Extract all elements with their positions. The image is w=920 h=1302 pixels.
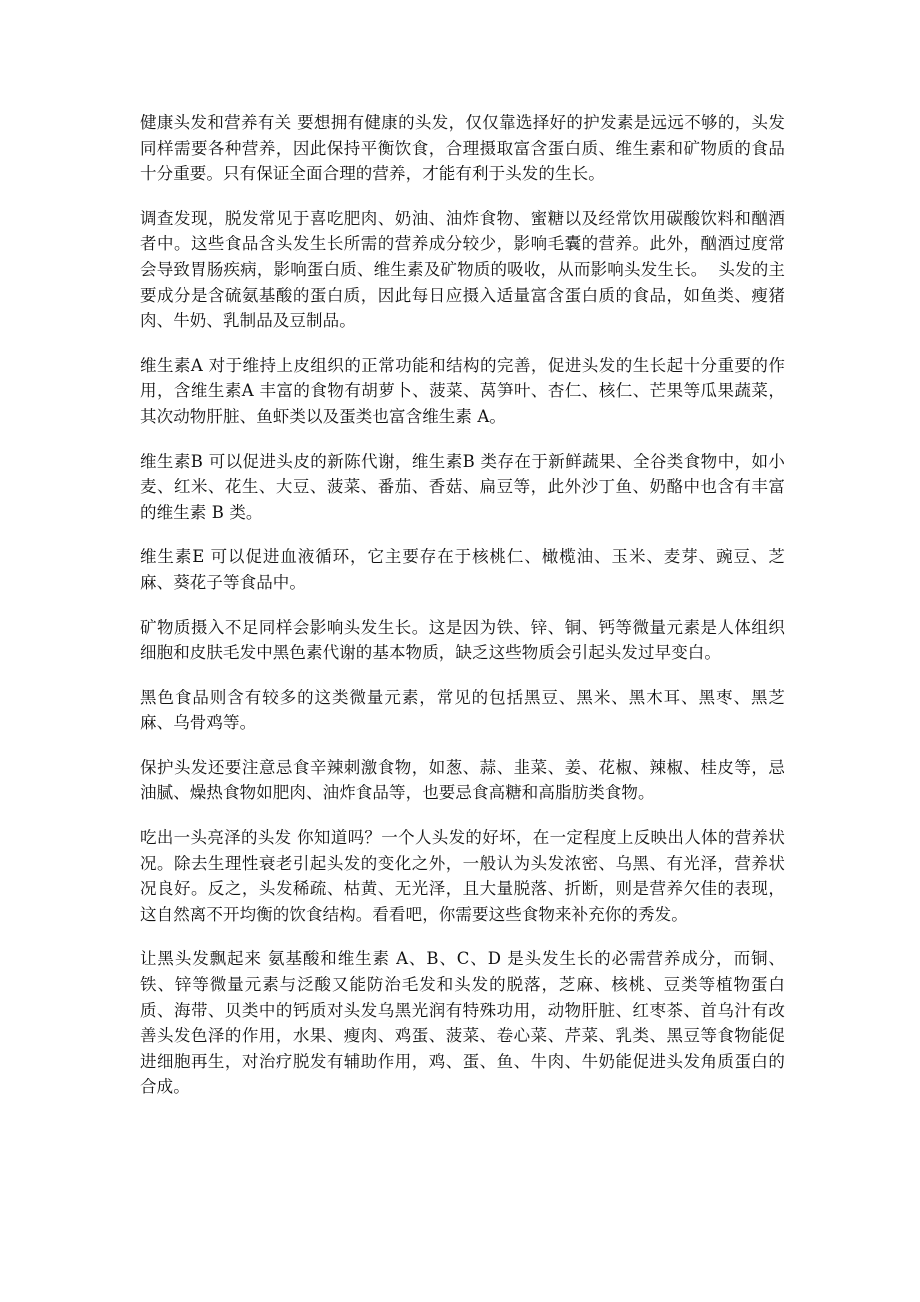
paragraph-vitamin-e: 维生素E 可以促进血液循环，它主要存在于核桃仁、橄榄油、玉米、麦芽、豌豆、芝麻、葵花子等食品中。 xyxy=(140,547,785,592)
paragraph-foods-to-avoid: 保护头发还要注意忌食辛辣刺激食物，如葱、蒜、韭菜、姜、花椒、辣椒、桂皮等，忌油腻、燥热食物如肥肉、油炸食品等，也要忌食高糖和高脂肪类食物。 xyxy=(140,757,785,803)
paragraph-vitamin-b: 维生素B 可以促进头皮的新陈代谢，维生素B 类存在于新鲜蔬果、全谷类食物中，如小麦、红米、花生、大豆、菠菜、番茄、香菇、扁豆等，此外沙丁鱼、奶酪中也含有丰富的维生素 B 类。 xyxy=(140,451,785,522)
paragraph-shiny-hair: 吃出一头亮泽的头发 你知道吗？一个人头发的好坏，在一定程度上反映出人体的营养状况。除去生理性衰老引起头发的变化之外，一般认为头发浓密、乌黑、有光泽，营养状况良好。反之，头发稀疏、枯黄、无光泽，且大量脱落、折断，则是营养欠佳的表现，这自然离不开均衡的饮食结构。看看吧，你需要这些食物来补充你的秀发。 xyxy=(140,828,785,924)
paragraph-black-foods: 黑色食品则含有较多的这类微量元素，常见的包括黑豆、黑米、黑木耳、黑枣、黑芝麻、乌骨鸡等。 xyxy=(140,687,785,733)
paragraph-minerals: 矿物质摄入不足同样会影响头发生长。这是因为铁、锌、铜、钙等微量元素是人体组织细胞和皮肤毛发中黑色素代谢的基本物质，缺乏这些物质会引起头发过早变白。 xyxy=(140,617,785,663)
paragraph-hair-loss-survey: 调查发现，脱发常见于喜吃肥肉、奶油、油炸食物、蜜糖以及经常饮用碳酸饮料和酗酒者中。这些食品含头发生长所需的营养成分较少，影响毛囊的营养。此外，酗酒过度常会导致胃肠疾病，影响蛋白质、维生素及矿物质的吸收，从而影响头发生长。 头发的主要成分是含硫氨基酸的蛋白质，因此每日应摄入适量富含蛋白质的食品，如鱼类、瘦猪肉、牛奶、乳制品及豆制品。 xyxy=(140,208,785,331)
paragraph-black-hair: 让黑头发飘起来 氨基酸和维生素 A、B、C、D 是头发生长的必需营养成分，而铜、铁、锌等微量元素与泛酸又能防治毛发和头发的脱落，芝麻、核桃、豆类等植物蛋白质、海带、贝类中的钙质对头发乌黑光润有特殊功用，动物肝脏、红枣茶、首乌汁有改善头发色泽的作用，水果、瘦肉、鸡蛋、菠菜、卷心菜、芹菜、乳类、黑豆等食物能促进细胞再生，对治疗脱发有辅助作用，鸡、蛋、鱼、牛肉、牛奶能促进头发角质蛋白的合成。 xyxy=(140,949,785,1097)
paragraph-healthy-hair-nutrition: 健康头发和营养有关 要想拥有健康的头发，仅仅靠选择好的护发素是远远不够的，头发同样需要各种营养，因此保持平衡饮食，合理摄取富含蛋白质、维生素和矿物质的食品十分重要。只有保证全面合理的营养，才能有利于头发的生长。 xyxy=(140,113,785,184)
document-body xyxy=(140,110,785,1119)
paragraph-vitamin-a: 维生素A 对于维持上皮组织的正常功能和结构的完善，促进头发的生长起十分重要的作用，含维生素A 丰富的食物有胡萝卜、菠菜、莴笋叶、杏仁、核仁、芒果等瓜果蔬菜，其次动物肝脏、鱼虾类以及蛋类也富含维生素 A。 xyxy=(140,355,785,426)
